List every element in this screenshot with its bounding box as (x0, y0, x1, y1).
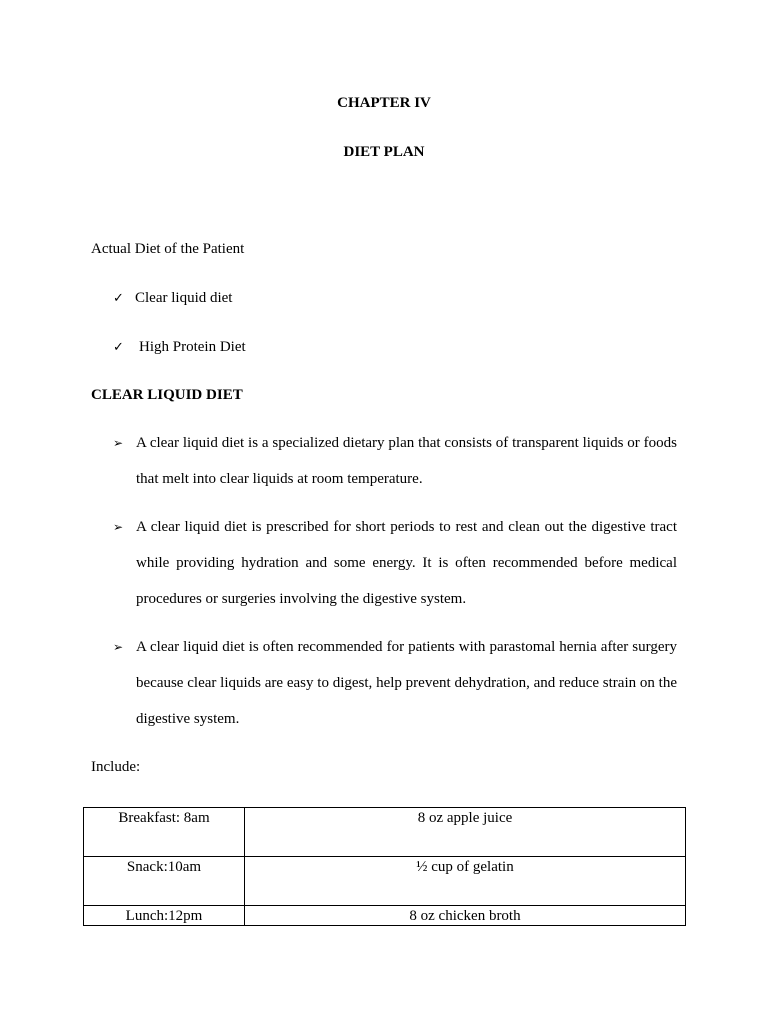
check-icon: ✓ (113, 291, 124, 306)
arrow-bullet-icon: ➢ (113, 520, 124, 534)
meal-item-cell: ½ cup of gelatin (245, 857, 686, 906)
include-label: Include: (91, 759, 141, 775)
check-icon: ✓ (113, 340, 124, 355)
actual-diet-label: Actual Diet of the Patient (91, 241, 245, 257)
section-title: DIET PLAN (343, 144, 425, 160)
bullet-text: A clear liquid diet is a specialized dietary plan that consists of transparent liquids or foods that melt into clear liquids at room temperature. (136, 435, 677, 487)
clear-liquid-heading: CLEAR LIQUID DIET (91, 387, 243, 403)
meal-item-cell: 8 oz chicken broth (245, 906, 686, 926)
bullet-text: A clear liquid diet is prescribed for short periods to rest and clean out the digestive tract while providing hydration and some energy. It is often recommended before medical procedures or surgeries involving the digestive system. (136, 519, 677, 607)
diet-type-label: High Protein Diet (139, 339, 246, 355)
table-row (84, 906, 686, 926)
table-row (84, 808, 686, 857)
meal-time-cell: Snack:10am (84, 857, 245, 906)
diet-type-item (113, 289, 232, 308)
meal-time-cell: Breakfast: 8am (84, 808, 245, 857)
arrow-bullet-icon: ➢ (113, 436, 124, 450)
table-row (84, 857, 686, 906)
chapter-title: CHAPTER IV (337, 95, 431, 111)
bullet-text: A clear liquid diet is often recommended for patients with parastomal hernia after surgery because clear liquids are easy to digest, help prevent dehydration, and reduce strain on the digestive system. (136, 639, 677, 727)
diet-type-item (113, 338, 246, 357)
diet-type-label: Clear liquid diet (135, 290, 233, 306)
arrow-bullet-icon: ➢ (113, 640, 124, 654)
meal-item-cell: 8 oz apple juice (245, 808, 686, 857)
meal-time-cell: Lunch:12pm (84, 906, 245, 926)
meal-schedule-table (83, 807, 686, 926)
